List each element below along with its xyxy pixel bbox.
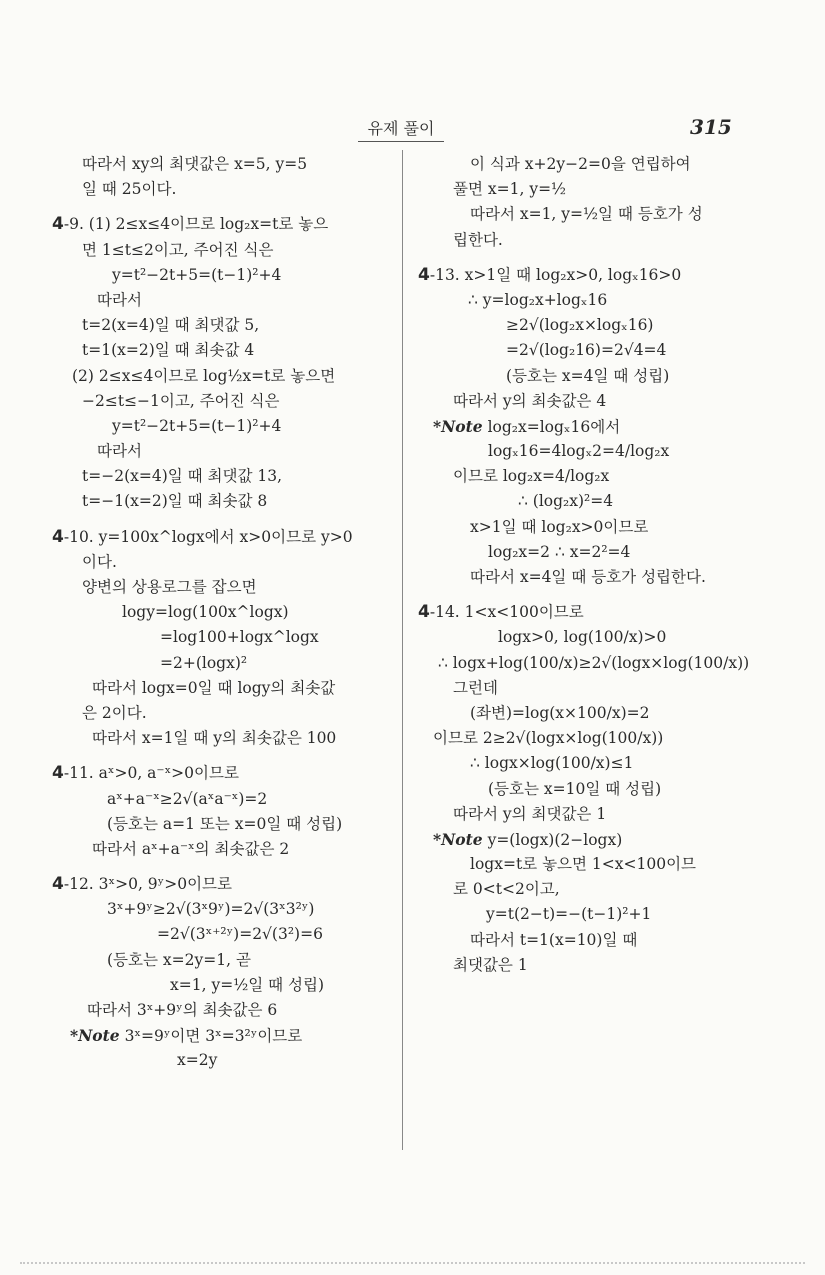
text-line xyxy=(52,177,394,202)
line-text: 최댓값은 1 xyxy=(453,955,528,974)
line-text: −2≤t≤−1이고, 주어진 식은 xyxy=(82,391,280,410)
text-line xyxy=(418,565,758,590)
line-text: t=−2(x=4)일 때 최댓값 13, xyxy=(82,467,283,486)
line-text: ∴ y=log₂x+logₓ16 xyxy=(468,290,608,309)
text-line xyxy=(418,751,758,776)
text-line xyxy=(52,313,394,338)
text-line xyxy=(418,338,758,363)
line-text: 따라서 x=4일 때 등호가 성립한다. xyxy=(470,568,706,586)
text-line xyxy=(52,389,394,414)
text-line xyxy=(52,1023,394,1048)
text-line xyxy=(52,973,394,998)
line-text: (등호는 x=2y=1, 곧 xyxy=(107,950,251,969)
line-text: t=1(x=2)일 때 최솟값 4 xyxy=(82,341,255,360)
spacer xyxy=(52,751,394,761)
text-line xyxy=(418,701,758,726)
line-text: t=2(x=4)일 때 최댓값 5, xyxy=(82,316,260,335)
line-text: 따라서 x=1, y=½일 때 등호가 성 xyxy=(470,205,703,224)
line-text: y=t(2−t)=−(t−1)²+1 xyxy=(486,905,652,924)
text-line xyxy=(52,676,394,701)
line-text: ∴ (log₂x)²=4 xyxy=(518,492,614,511)
line-text: 일 때 25이다. xyxy=(82,180,177,199)
text-line xyxy=(52,152,394,177)
text-line xyxy=(52,761,394,786)
line-text: 따라서 aˣ+a⁻ˣ의 최솟값은 2 xyxy=(92,839,290,858)
text-line xyxy=(418,202,758,227)
text-line xyxy=(418,726,758,751)
line-text: y=t²−2t+5=(t−1)²+4 xyxy=(112,416,282,435)
text-line xyxy=(52,787,394,812)
problem-number: 4 xyxy=(52,763,64,784)
line-text: 이다. xyxy=(82,552,117,571)
line-text: =log100+logx^logx xyxy=(160,628,319,647)
spacer xyxy=(418,590,758,600)
text-line xyxy=(52,414,394,439)
text-line xyxy=(418,777,758,802)
page-number: 315 xyxy=(690,115,732,139)
text-line xyxy=(52,726,394,751)
text-line xyxy=(52,550,394,575)
text-line xyxy=(52,998,394,1023)
line-text: x=1, y=½일 때 성립) xyxy=(170,975,325,994)
page-title: 유제 풀이 xyxy=(358,116,444,142)
note-label: *Note xyxy=(433,416,483,436)
line-text: (등호는 x=4일 때 성립) xyxy=(506,366,670,385)
line-text: (2) 2≤x≤4이므로 log½x=t로 놓으면 xyxy=(72,366,336,385)
column-divider xyxy=(402,150,403,1150)
line-text: 따라서 3ˣ+9ʸ의 최솟값은 6 xyxy=(87,1001,278,1019)
text-line xyxy=(52,263,394,288)
text-line xyxy=(52,525,394,550)
text-line xyxy=(418,852,758,877)
problem-number: 4 xyxy=(418,602,430,623)
problem-number: 4 xyxy=(52,526,64,547)
line-text: logx=t로 놓으면 1<x<100이므 xyxy=(470,855,697,874)
spacer xyxy=(52,862,394,872)
text-line xyxy=(52,212,394,237)
text-line xyxy=(52,288,394,313)
line-text: 립한다. xyxy=(453,230,503,249)
text-line xyxy=(418,802,758,827)
line-text: 이므로 log₂x=4/log₂x xyxy=(453,467,610,486)
line-text: 양변의 상용로그를 잡으면 xyxy=(82,578,257,596)
line-text: logy=log(100x^logx) xyxy=(122,603,289,622)
line-text: y=t²−2t+5=(t−1)²+4 xyxy=(112,265,282,284)
text-line xyxy=(418,928,758,953)
text-line xyxy=(52,812,394,837)
text-line xyxy=(418,515,758,540)
problem-number: 4 xyxy=(52,214,64,235)
problem-number: 4 xyxy=(52,874,64,895)
line-text: =2√(log₂16)=2√4=4 xyxy=(506,341,667,360)
spacer xyxy=(418,253,758,263)
text-line xyxy=(418,827,758,852)
text-line xyxy=(52,948,394,973)
spacer xyxy=(52,202,394,212)
line-text: 따라서 y의 최솟값은 4 xyxy=(453,391,607,410)
text-line xyxy=(52,872,394,897)
spacer xyxy=(52,515,394,525)
line-text: ∴ logx+log(100/x)≥2√(logx×log(100/x)) xyxy=(438,653,750,672)
text-line xyxy=(52,238,394,263)
note-label: *Note xyxy=(70,1026,120,1046)
line-text: -10. y=100x^logx에서 x>0이므로 y>0 xyxy=(63,527,353,546)
text-line xyxy=(52,651,394,676)
line-text: 이므로 2≥2√(logx×log(100/x)) xyxy=(433,729,664,748)
note-label: *Note xyxy=(433,829,483,849)
line-text: t=−1(x=2)일 때 최솟값 8 xyxy=(82,492,268,511)
text-line xyxy=(418,877,758,902)
text-line xyxy=(418,676,758,701)
text-line xyxy=(52,575,394,600)
text-line xyxy=(52,600,394,625)
line-text: aˣ+a⁻ˣ≥2√(aˣa⁻ˣ)=2 xyxy=(107,789,268,808)
line-text: x=2y xyxy=(177,1051,218,1070)
text-line xyxy=(52,837,394,862)
text-line xyxy=(52,439,394,464)
line-text: 은 2이다. xyxy=(82,703,147,722)
line-text: =2√(3ˣ⁺²ʸ)=2√(3²)=6 xyxy=(157,925,323,944)
text-line xyxy=(52,364,394,389)
line-text: 따라서 x=1일 때 y의 최솟값은 100 xyxy=(92,729,337,748)
text-line xyxy=(418,625,758,650)
text-line xyxy=(52,922,394,947)
line-text: ≥2√(log₂x×logₓ16) xyxy=(506,316,654,335)
text-line xyxy=(52,1048,394,1073)
text-line xyxy=(418,439,758,464)
line-text: y=(logx)(2−logx) xyxy=(482,830,623,849)
text-line xyxy=(52,625,394,650)
text-line xyxy=(52,338,394,363)
text-line xyxy=(418,600,758,625)
line-text: -12. 3ˣ>0, 9ʸ>0이므로 xyxy=(63,875,232,894)
line-text: ∴ logx×log(100/x)≤1 xyxy=(470,754,634,773)
line-text: 따라서 xyxy=(97,442,142,461)
line-text: -9. (1) 2≤x≤4이므로 log₂x=t로 놓으 xyxy=(63,215,329,234)
line-text: log₂x=2 ∴ x=2²=4 xyxy=(488,542,631,561)
line-text: 따라서 logx=0일 때 logy의 최솟값 xyxy=(92,678,336,697)
text-line xyxy=(418,313,758,338)
text-line xyxy=(418,364,758,389)
line-text: 따라서 xy의 최댓값은 x=5, y=5 xyxy=(82,155,308,173)
text-line xyxy=(418,540,758,565)
line-text: (등호는 a=1 또는 x=0일 때 성립) xyxy=(107,814,343,833)
footer-rule xyxy=(20,1262,805,1266)
text-line xyxy=(418,228,758,253)
text-line xyxy=(418,489,758,514)
line-text: 따라서 y의 최댓값은 1 xyxy=(453,804,607,823)
line-text: 3ˣ+9ʸ≥2√(3ˣ9ʸ)=2√(3ˣ3²ʸ) xyxy=(107,900,315,919)
line-text: x>1일 때 log₂x>0이므로 xyxy=(470,517,649,536)
text-line xyxy=(418,953,758,978)
line-text: -13. x>1일 때 log₂x>0, logₓ16>0 xyxy=(429,265,682,284)
text-line xyxy=(418,414,758,439)
text-line xyxy=(52,701,394,726)
text-line xyxy=(52,897,394,922)
text-line xyxy=(418,651,758,676)
line-text: 풀면 x=1, y=½ xyxy=(453,180,567,199)
text-line xyxy=(418,389,758,414)
line-text: 면 1≤t≤2이고, 주어진 식은 xyxy=(82,240,274,259)
text-line xyxy=(418,152,758,177)
line-text: log₂x=logₓ16에서 xyxy=(482,417,621,436)
right-column xyxy=(418,152,758,978)
line-text: logₓ16=4logₓ2=4/log₂x xyxy=(488,442,670,461)
problem-number: 4 xyxy=(418,264,430,285)
line-text: =2+(logx)² xyxy=(160,653,248,672)
line-text: (좌변)=log(x×100/x)=2 xyxy=(470,703,650,722)
line-text: 그런데 xyxy=(453,678,498,697)
text-line xyxy=(418,902,758,927)
text-line xyxy=(418,464,758,489)
left-column xyxy=(52,152,394,1074)
text-line xyxy=(52,464,394,489)
line-text: 이 식과 x+2y−2=0을 연립하여 xyxy=(470,155,691,173)
text-line xyxy=(418,263,758,288)
line-text: 로 0<t<2이고, xyxy=(453,880,560,899)
line-text: (등호는 x=10일 때 성립) xyxy=(488,779,662,798)
line-text: 따라서 t=1(x=10)일 때 xyxy=(470,930,638,949)
text-line xyxy=(52,489,394,514)
line-text: -14. 1<x<100이므로 xyxy=(429,603,584,622)
line-text: 3ˣ=9ʸ이면 3ˣ=3²ʸ이므로 xyxy=(119,1027,303,1046)
text-line xyxy=(418,288,758,313)
line-text: -11. aˣ>0, a⁻ˣ>0이므로 xyxy=(63,764,239,783)
line-text: 따라서 xyxy=(97,290,142,309)
line-text: logx>0, log(100/x)>0 xyxy=(498,628,667,647)
text-line xyxy=(418,177,758,202)
